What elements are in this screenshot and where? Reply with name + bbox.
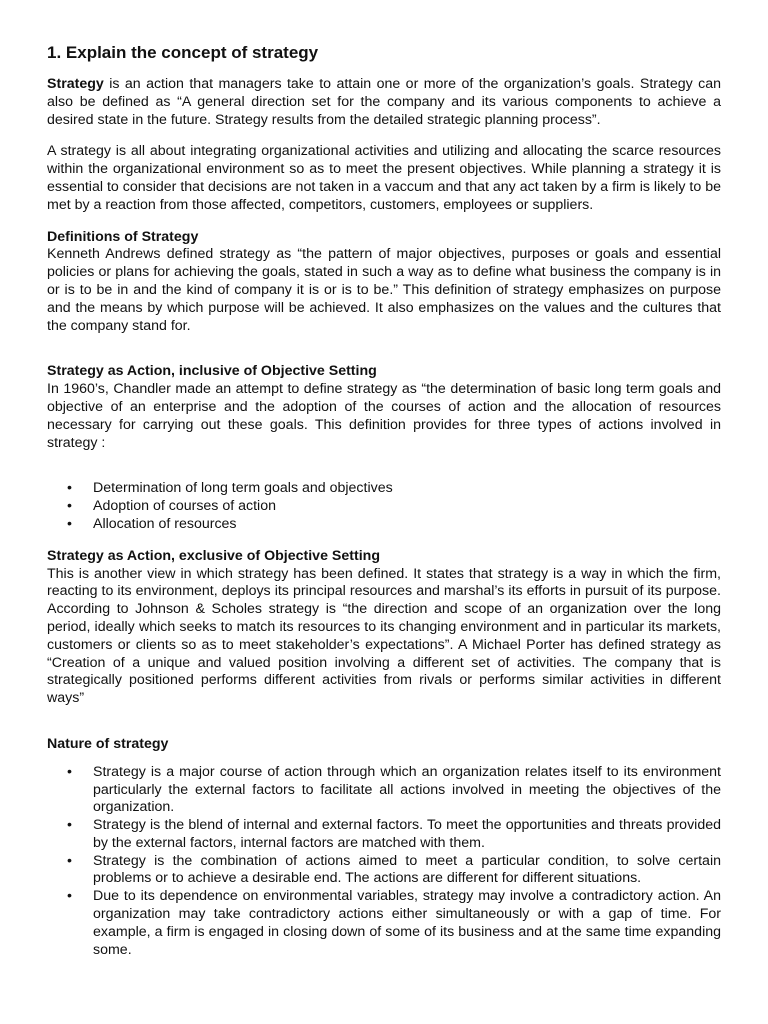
bullet-icon: •: [67, 480, 72, 497]
bullet-icon: •: [67, 763, 72, 780]
list-item: • Adoption of courses of action: [67, 498, 276, 515]
nature-heading: Nature of strategy: [47, 735, 169, 752]
list-item: • Determination of long term goals and objectives: [67, 480, 393, 497]
list-item: • Allocation of resources: [67, 515, 237, 532]
definitions-paragraph: Kenneth Andrews defined strategy as “the pattern of major objectives, purposes or goals and essential policies or plans for achieving the goals, stated in such a way as to define what business the company is in or is to be in and the kind of company it is or is to be.” This definition of strategy emphasizes on purpose and the means by which purpose will be achieved. It also emphasizes on the values and the cultures that the company stand for.: [47, 246, 721, 334]
bullet-icon: •: [67, 852, 72, 869]
integration-paragraph: A strategy is all about integrating organizational activities and utilizing and allocating the scarce resources within the organizational environment so as to meet the present objectives. While planning a strategy it is essential to consider that decisions are not taken in a vaccum and that any act taken by a firm is likely to be met by a reaction from those affected, competitors, customers, employees or suppliers.: [47, 143, 721, 213]
intro-paragraph: [47, 76, 721, 129]
nature-bullet-list: [47, 764, 721, 960]
exclusive-paragraph: This is another view in which strategy has been defined. It states that strategy is a way in which the firm, reacting to its environment, deploys its principal resources and marshal’s its efforts in pursuit of its purpose. According to Johnson & Scholes strategy is “the direction and scope of an organization over the long period, ideally which seeks to match its resources to its changing environment and in particular its markets, customers or clients so as to meet stakeholder’s expectations”. A Michael Porter has defined strategy as “Creation of a unique and valued position involving a different set of activities. The company that is strategically positioned performs different activities from rivals or performs similar activities in different ways”: [47, 565, 721, 707]
inclusive-bullet-list: [47, 480, 721, 533]
list-item: • Due to its dependence on environmental variables, strategy may involve a contradictory action. An organization may take contradictory actions either simultaneously or with a gap of time. For example, a firm is engaged in closing down of some of its business and at the same time expanding some.: [67, 888, 721, 958]
list-item: • Strategy is the blend of internal and external factors. To meet the opportunities and threats provided by the external factors, internal factors are matched with them.: [67, 817, 721, 851]
page-title: 1. Explain the concept of strategy: [47, 43, 319, 62]
intro-text: is an action that managers take to attain one or more of the organization’s goals. Strategy can also be defined as “A general direction set for the company and its various components to achieve a desired state in the future. Strategy results from the detailed strategic planning process”.: [47, 76, 721, 128]
exclusive-heading: Strategy as Action, exclusive of Objective Setting: [47, 547, 380, 564]
intro-lead: Strategy: [47, 76, 104, 92]
definitions-heading: Definitions of Strategy: [47, 228, 199, 245]
bullet-icon: •: [67, 498, 72, 515]
bullet-icon: •: [67, 888, 72, 905]
inclusive-paragraph: In 1960’s, Chandler made an attempt to define strategy as “the determination of basic long term goals and objective of an enterprise and the adoption of the courses of action and the allocation of resources necessary for carrying out these goals. This definition provides for three types of actions involved in strategy :: [47, 381, 721, 451]
list-item: • Strategy is the combination of actions aimed to meet a particular condition, to solve certain problems or to achieve a desirable end. The actions are different for different situations.: [67, 852, 721, 887]
inclusive-heading: Strategy as Action, inclusive of Objective Setting: [47, 363, 377, 380]
bullet-icon: •: [67, 817, 72, 834]
list-item: • Strategy is a major course of action through which an organization relates itself to its environment particularly the external factors to facilitate all actions involved in meeting the objectives of the organization.: [67, 763, 721, 816]
bullet-icon: •: [67, 515, 72, 532]
